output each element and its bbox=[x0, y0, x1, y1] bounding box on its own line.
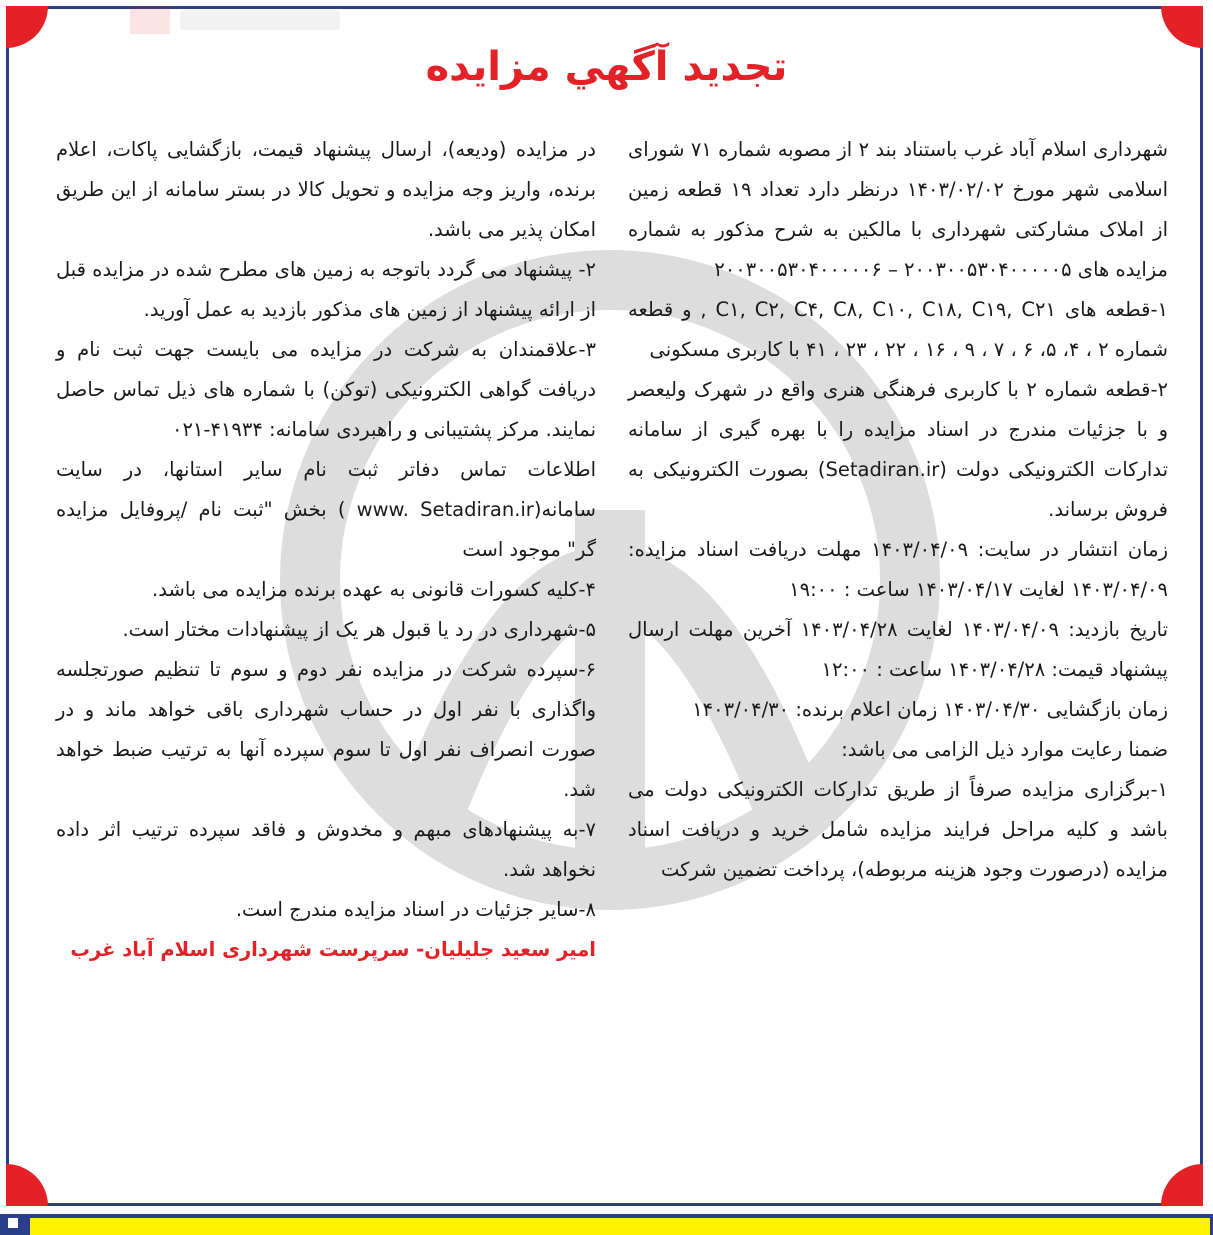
signature: امیر سعید جلیلیان- سرپرست شهرداری اسلام آباد غرب bbox=[70, 938, 596, 961]
paragraph-condition-2: ۲- پیشنهاد می گردد باتوجه به زمین های مطرح شده در مزایده قبل از ارائه پیشنهاد از زمین های مذکور بازدید به عمل آورید. bbox=[56, 258, 596, 321]
paragraph-conditions-heading: ضمنا رعایت موارد ذیل الزامی می باشد: bbox=[841, 738, 1168, 761]
yellow-strip bbox=[30, 1218, 1210, 1235]
bottom-strip bbox=[0, 1214, 1213, 1235]
paragraph-item-1: ۱-قطعه های C۱, C۲, C۴, C۸, C۱۰, C۱۸, C۱۹, C۲۱ , و قطعه شماره ۲ ، ۴، ۵، ۶ ، ۷ ، ۹ ، ۱۶ ، ۲۲ ، ۲۳ ، ۴۱ با کاربری مسکونی bbox=[628, 298, 1168, 361]
publisher-logo-watermark bbox=[130, 6, 350, 34]
right-column bbox=[628, 130, 1168, 890]
paragraph-condition-1: ۱-برگزاری مزایده صرفاً از طریق تدارکات الکترونیکی دولت می باشد و کلیه مراحل فرایند مزایده شامل خرید و دریافت اسناد مزایده (درصورت وجود هزینه مربوطه)، پرداخت تضمین شرکت bbox=[628, 778, 1168, 881]
paragraph-opening-dates: زمان بازگشایی ۱۴۰۳/۰۴/۳۰ زمان اعلام برنده: ۱۴۰۳/۰۴/۳۰ bbox=[692, 698, 1168, 721]
left-column bbox=[56, 130, 596, 970]
paragraph-intro: شهرداری اسلام آباد غرب باستناد بند ۲ از مصوبه شماره ۷۱ شورای اسلامی شهر مورخ ۱۴۰۳/۰۲/۰۲ درنظر دارد تعداد ۱۹ قطعه زمین از املاک مشارکتی شهرداری با مالکین به شرح مذکور به شماره مزایده های ۲۰۰۳۰۰۵۳۰۴۰۰۰۰۰۵ – ۲۰۰۳۰۰۵۳۰۴۰۰۰۰۰۶ bbox=[628, 138, 1169, 281]
paragraph-publish-dates: زمان انتشار در سایت: ۱۴۰۳/۰۴/۰۹ مهلت دریافت اسناد مزایده: ۱۴۰۳/۰۴/۰۹ لغایت ۱۴۰۳/۰۴/۱۷ ساعت : ۱۹:۰۰ bbox=[628, 538, 1168, 601]
paragraph-contact-info: اطلاعات تماس دفاتر ثبت نام سایر استانها، در سایت سامانه(www. Setadiran.ir ) بخش "ثبت نام /پروفایل مزایده گر" موجود است bbox=[56, 458, 596, 561]
paragraph-condition-1-cont: در مزایده (ودیعه)، ارسال پیشنهاد قیمت، بازگشایی پاکات، اعلام برنده، واریز وجه مزایده و تحویل کالا در بستر سامانه از این طریق امکان پذیر می باشد. bbox=[56, 138, 596, 241]
paragraph-visit-dates: تاریخ بازدید: ۱۴۰۳/۰۴/۰۹ لغایت ۱۴۰۳/۰۴/۲۸ آخرین مهلت ارسال پیشنهاد قیمت: ۱۴۰۳/۰۴/۲۸ ساعت : ۱۲:۰۰ bbox=[628, 618, 1169, 681]
paragraph-condition-8: ۸-سایر جزئیات در اسناد مزایده مندرج است. bbox=[235, 898, 596, 921]
paragraph-condition-4: ۴-کلیه کسورات قانونی به عهده برنده مزایده می باشد. bbox=[152, 578, 596, 601]
strip-square-icon bbox=[8, 1218, 18, 1228]
paragraph-condition-5: ۵-شهرداری در رد یا قبول هر یک از پیشنهادات مختار است. bbox=[122, 618, 596, 641]
paragraph-condition-6: ۶-سپرده شرکت در مزایده نفر دوم و سوم تا تنظیم صورتجلسه واگذاری با نفر اول در حساب شهرداری باقی خواهد ماند و در صورت انصراف نفر اول تا سوم سپرده آنها به ترتیب ضبط خواهد شد. bbox=[56, 658, 596, 801]
paragraph-item-2: ۲-قطعه شماره ۲ با کاربری فرهنگی هنری واقع در شهرک ولیعصر و با جزئیات مندرج در اسناد مزایده را با بهره گیری از سامانه تدارکات الکترونیکی دولت (Setadiran.ir) بصورت الکترونیکی به فروش برساند. bbox=[628, 378, 1168, 521]
notice-title: تجدید آگهي مزایده bbox=[425, 44, 788, 90]
paragraph-condition-3: ۳-علاقمندان به شرکت در مزایده می بایست جهت ثبت نام و دریافت گواهی الکترونیکی (توکن) با شماره های ذیل تماس حاصل نمایند. مرکز پشتیبانی و راهبردی سامانه: ۴۱۹۳۴-۰۲۱ bbox=[56, 338, 596, 441]
paragraph-condition-7: ۷-به پیشنهادهای مبهم و مخدوش و فاقد سپرده ترتیب اثر داده نخواهد شد. bbox=[56, 818, 596, 881]
